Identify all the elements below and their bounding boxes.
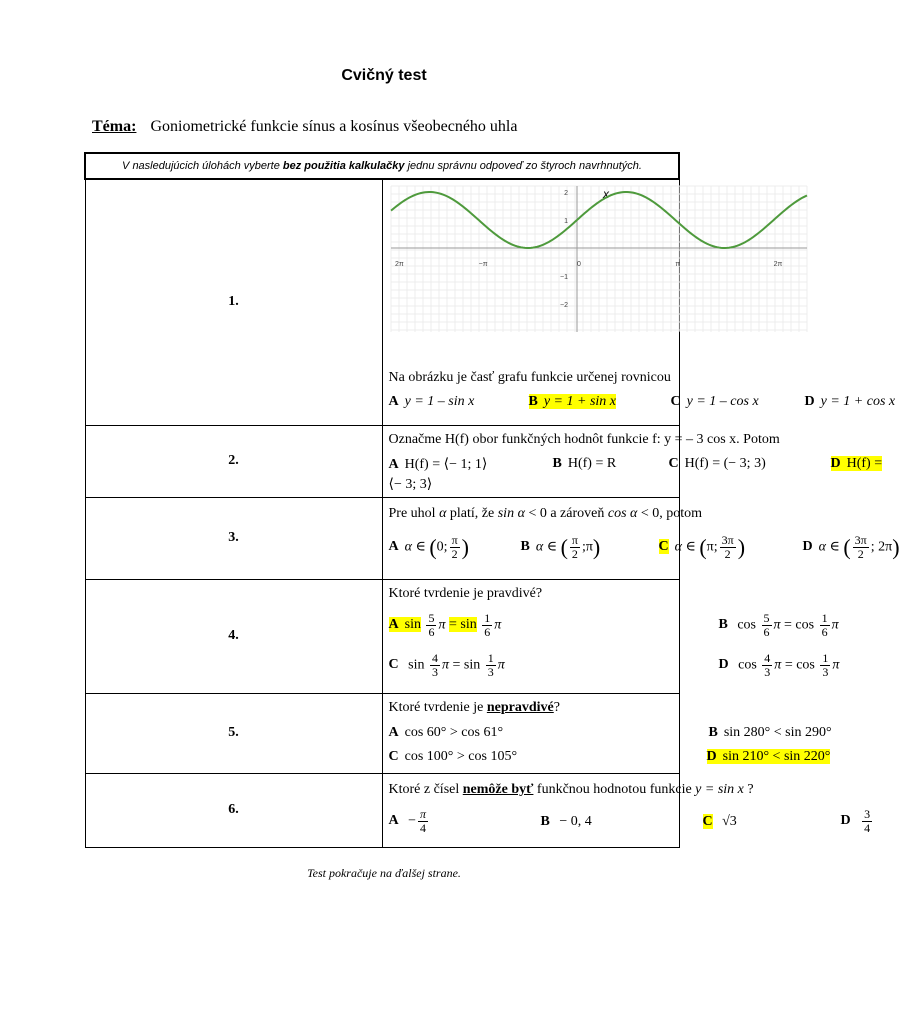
option-value: (− 3; 3)	[723, 455, 766, 471]
q3-text-c: < 0 a zároveň	[524, 505, 608, 521]
q3-option-d[interactable]: D α ∈ ( $\frac{3\pi}{2}$ ; 2π)	[802, 532, 900, 561]
q6-option-d[interactable]	[841, 808, 875, 835]
fraction: $\frac{3\pi}{2}$	[721, 532, 734, 561]
option-text: H(f) =	[684, 455, 724, 471]
option-text: cos 100° > cos 105°	[404, 748, 518, 764]
question-number-4: 4.	[85, 579, 382, 693]
option-text: H(f) =	[404, 456, 444, 472]
topic-text: Goniometrické funkcie sínus a kosínus všeobecného uhla	[150, 118, 518, 135]
interval-low: 0;	[436, 539, 448, 555]
option-letter: D	[706, 748, 717, 764]
cos-label: cos	[607, 505, 627, 521]
instructions-text-1: V nasledujúcich úlohách vyberte	[122, 160, 283, 172]
q4-option-c[interactable]	[389, 652, 505, 679]
q5-text-c: ?	[553, 699, 560, 715]
q4-option-a[interactable]	[389, 612, 502, 639]
q5-option-b[interactable]	[709, 725, 832, 741]
fraction: $\frac{1}{6}$	[821, 610, 828, 639]
x-tick-label: π	[674, 261, 680, 268]
equals-func: = cos	[784, 617, 815, 633]
q4-option-d[interactable]	[719, 652, 840, 679]
fraction: $\frac{\pi}{2}$	[451, 532, 458, 561]
page-title: Cvičný test	[341, 67, 427, 84]
q6-option-b[interactable]	[541, 814, 592, 830]
q3-option-c[interactable]: C α ∈ (π; $\frac{3\pi}{2}$ )	[658, 532, 746, 561]
q5-text-a: Ktoré tvrdenie je	[388, 699, 487, 715]
pi: π	[831, 617, 839, 633]
pi: π	[773, 617, 781, 633]
option-letter: A	[388, 456, 399, 472]
pi: π	[497, 657, 505, 673]
fraction: $\frac{4}{3}$	[764, 650, 771, 679]
question-2	[382, 425, 883, 497]
instructions-bold: bez použitia kalkulačky	[282, 160, 405, 172]
fraction: $\frac{1}{3}$	[487, 650, 494, 679]
continuation-note: Test pokračuje na ďalšej strane.	[307, 866, 461, 880]
y-tick-label: 2	[563, 190, 568, 197]
q6-text-a: Ktoré z čísel	[388, 781, 463, 797]
equals-func: = sin	[452, 657, 481, 673]
fraction: $\frac{\pi}{2}$	[571, 532, 578, 561]
interval-high: ;π	[581, 539, 593, 555]
interval-low: π;	[706, 539, 718, 555]
fraction: $\frac{1}{3}$	[822, 650, 829, 679]
y-tick-label: −2	[559, 302, 568, 309]
question-5	[382, 693, 832, 773]
pi: π	[832, 657, 840, 673]
question-1	[382, 179, 896, 425]
option-letter: D	[830, 455, 841, 471]
q5-text-emph: nepravdivé	[486, 699, 554, 715]
interval-high: ; 2π	[870, 539, 893, 555]
q2-option-d-value: ⟨− 3; 3⟩	[388, 476, 433, 492]
q3-text-b: platí, že	[446, 505, 498, 521]
func: sin	[408, 657, 425, 673]
option-text: y = 1 – cos x	[686, 394, 759, 409]
fraction: $\frac{\pi}{4}$	[420, 806, 427, 835]
pi: π	[441, 657, 449, 673]
option-text: H(f) = R	[567, 455, 617, 471]
option-expr: α ∈	[404, 539, 430, 555]
question-number-1: 1.	[85, 179, 382, 425]
question-6-text	[389, 782, 754, 798]
q6-option-c[interactable]	[703, 814, 737, 830]
q3-option-a[interactable]: A α ∈ (0; $\frac{\pi}{2}$ )	[388, 532, 469, 561]
fraction: $\frac{1}{6}$	[484, 610, 491, 639]
option-text: sin 280° < sin 290°	[723, 724, 832, 740]
q2-option-b[interactable]	[553, 456, 617, 472]
x-tick-label: −π	[478, 261, 488, 268]
question-number-2: 2.	[85, 425, 382, 497]
option-letter: A	[388, 617, 399, 633]
q5-option-c[interactable]	[389, 749, 518, 765]
y-tick-label: −1	[559, 274, 568, 281]
question-4-text: Ktoré tvrdenie je pravdivé?	[388, 585, 543, 601]
option-letter: D	[802, 539, 813, 555]
option-letter: C	[702, 813, 713, 829]
q6-text-c: funkčnou hodnotou funkcie	[533, 781, 696, 797]
option-letter: A	[388, 539, 399, 555]
instructions	[85, 153, 679, 179]
option-letter: B	[528, 394, 538, 409]
fraction: $\frac{3}{4}$	[864, 806, 871, 835]
topic-line	[92, 118, 517, 136]
option-letter: A	[388, 813, 399, 829]
y-tick-label: 1	[563, 218, 568, 225]
option-value: ⟨− 1; 1⟩	[443, 456, 488, 472]
option-letter: D	[804, 394, 815, 409]
option-value: √3	[722, 813, 737, 829]
q3-text-a: Pre uhol	[388, 505, 440, 521]
pi: π	[438, 617, 446, 633]
question-4	[382, 579, 840, 693]
question-2-text: Označme H(f) obor funkčných hodnôt funkcie f: y = – 3 cos x. Potom	[388, 431, 780, 447]
func: cos	[737, 617, 757, 633]
x-tick-label: 0	[576, 261, 581, 268]
sin-label: sin	[497, 505, 515, 521]
question-number-6: 6.	[85, 773, 382, 847]
q1-option-b[interactable]	[529, 394, 617, 410]
option-expr: α ∈	[674, 539, 700, 555]
fraction: $\frac{3\pi}{2}$	[854, 532, 867, 561]
alpha-symbol: α	[439, 505, 447, 521]
func: sin	[404, 617, 421, 633]
topic-label: Téma:	[92, 118, 137, 135]
alpha-symbol: α	[517, 505, 525, 521]
option-letter: B	[552, 455, 562, 471]
q2-option-a[interactable]	[389, 456, 488, 473]
option-expr: α ∈	[535, 539, 561, 555]
option-letter: B	[708, 724, 718, 740]
option-expr: α ∈	[818, 539, 844, 555]
x-tick-label: 2π	[394, 261, 404, 268]
option-letter: A	[388, 724, 399, 740]
option-text: sin 210° < sin 220°	[722, 748, 831, 764]
option-letter: A	[388, 394, 399, 409]
q5-option-d[interactable]	[707, 749, 831, 765]
option-letter: B	[718, 617, 728, 633]
q3-text-d: < 0, potom	[637, 505, 703, 521]
option-letter: B	[520, 539, 530, 555]
option-text: cos 60° > cos 61°	[404, 724, 504, 740]
option-text: y = 1 + sin x	[543, 394, 617, 409]
equals-func: = cos	[784, 657, 815, 673]
option-letter: D	[840, 813, 851, 829]
q1-option-d[interactable]	[805, 394, 896, 410]
fraction: $\frac{5}{6}$	[763, 610, 770, 639]
fraction: $\frac{4}{3}$	[431, 650, 438, 679]
question-number-5: 5.	[85, 693, 382, 773]
sign: −	[408, 813, 417, 829]
q6-text-e: ?	[743, 781, 754, 797]
sine-graph	[391, 186, 807, 332]
question-3-text	[389, 506, 703, 522]
q2-option-d[interactable]	[831, 456, 883, 472]
q4-option-b[interactable]	[719, 612, 839, 639]
func: cos	[738, 657, 757, 673]
equals-func: = sin	[448, 617, 477, 633]
question-1-text: Na obrázku je časť grafu funkcie určenej rovnicou	[388, 370, 671, 385]
question-number-3: 3.	[85, 497, 382, 579]
option-letter: C	[388, 748, 399, 764]
q2-option-c[interactable]	[669, 456, 766, 472]
q1-option-a[interactable]	[389, 394, 475, 410]
pi: π	[774, 657, 782, 673]
q5-option-a[interactable]	[389, 725, 504, 741]
x-tick-label: 2π	[773, 261, 782, 268]
option-text: y = 1 + cos x	[820, 394, 896, 409]
test-table	[84, 152, 900, 848]
option-letter: D	[718, 657, 729, 673]
q1-option-c[interactable]	[671, 394, 759, 410]
question-5-text	[389, 700, 560, 716]
axis-label: x	[602, 187, 609, 201]
q6-text-emph: nemôže byť	[462, 781, 534, 797]
pi: π	[494, 617, 502, 633]
option-letter: C	[658, 539, 669, 555]
fraction: $\frac{5}{6}$	[428, 610, 435, 639]
q6-option-a[interactable]	[389, 808, 431, 835]
question-3	[382, 497, 900, 579]
instructions-text-2: jednu správnu odpoveď zo štyroch navrhnutých.	[404, 160, 642, 172]
option-letter: C	[388, 657, 399, 673]
q3-option-b[interactable]: B α ∈ ( $\frac{\pi}{2}$ ;π)	[520, 532, 601, 561]
question-6	[382, 773, 871, 847]
option-text: H(f) =	[846, 455, 883, 471]
option-letter: C	[668, 455, 679, 471]
option-letter: B	[540, 813, 550, 829]
q6-func: y = sin x	[695, 781, 744, 797]
option-letter: C	[670, 394, 681, 409]
alpha-symbol: α	[630, 505, 638, 521]
option-text: y = 1 – sin x	[404, 394, 475, 409]
option-value: − 0, 4	[559, 813, 592, 829]
